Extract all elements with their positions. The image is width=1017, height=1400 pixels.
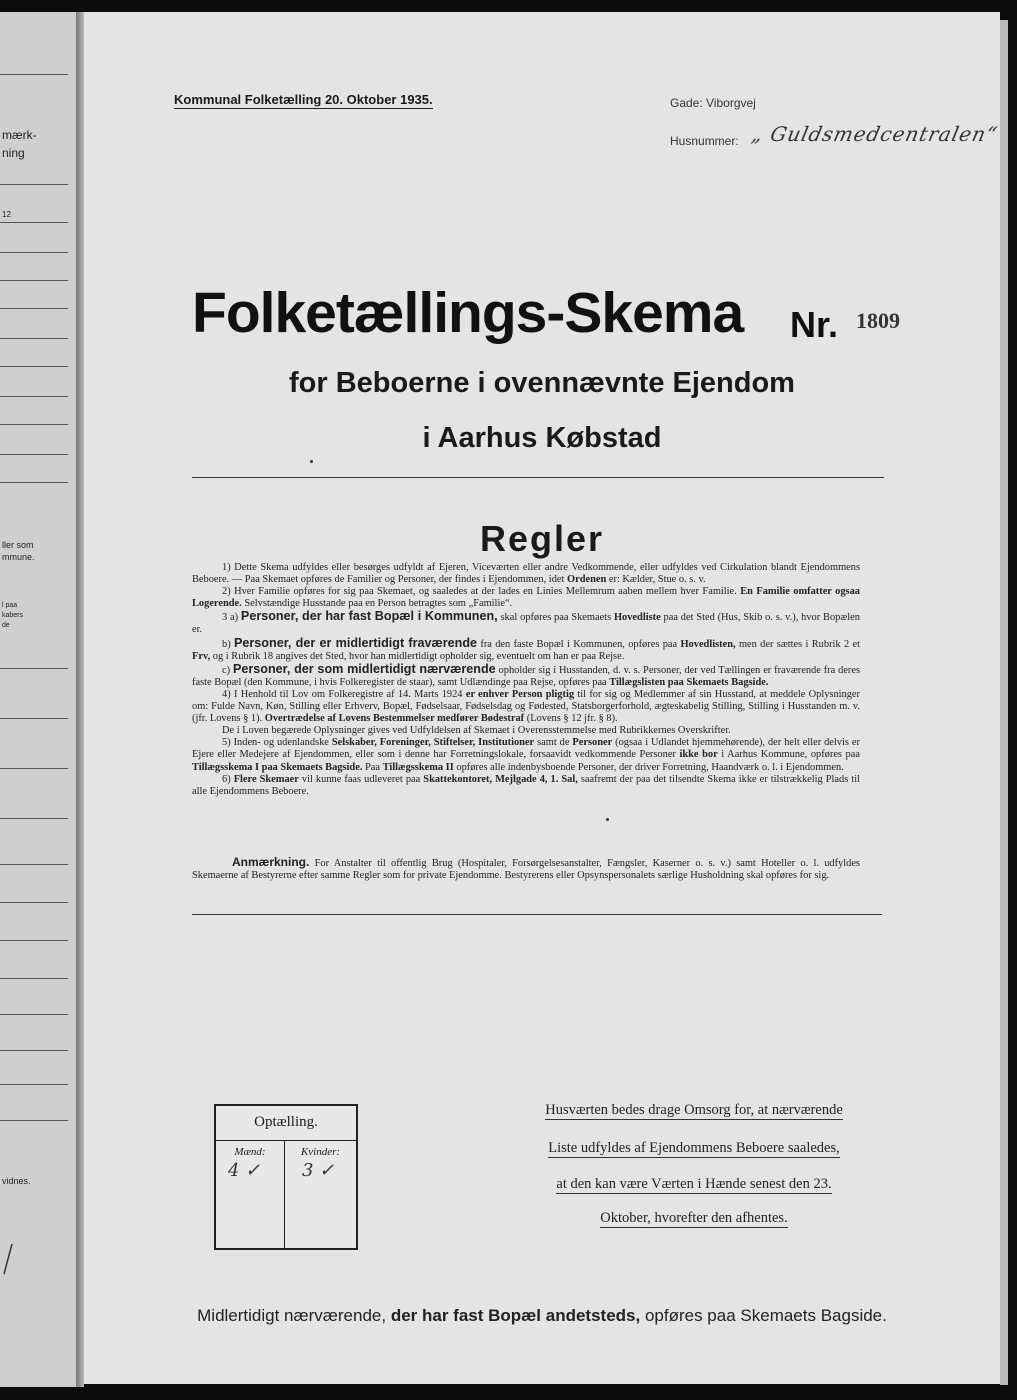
left-page-text: mærk- — [2, 128, 37, 142]
left-page-rule — [0, 184, 68, 185]
left-page-rule — [0, 864, 68, 865]
left-page-rule — [0, 338, 68, 339]
census-title: Kommunal Folketælling 20. Oktober 1935. — [174, 92, 433, 107]
remark-paragraph — [192, 856, 860, 882]
house-number-handwritten: „ Guldsmedcentralen“ — [749, 122, 1000, 146]
rule-1: 1) Dette Skema udfyldes eller besørges udfyldt af Ejeren, Viceværten eller andre Vedkommende, eller udfyldes ved Cirkulation blandt Ejendommens Beboere. — Paa Skemaet opføres de Familier og Personer, der findes i Ejendommen, idet Ordenen er: Kælder, Stue o. s. v. — [192, 562, 860, 586]
rule-3b: b) Personer, der er midlertidigt fraværende fra den faste Bopæl i Kommunen, opføres paa Hovedlisten, men der sættes i Rubrik 2 et Frv, og i Rubrik 18 angives det Sted, hvor han midlertidigt opholder sig, eventuelt om han er paa Rejse. — [192, 635, 860, 662]
notice-line-1: Husværten bedes drage Omsorg for, at nærværende — [545, 1102, 843, 1118]
left-page-text: de — [2, 622, 10, 629]
left-page-text: 12 — [2, 210, 11, 219]
notice-line-4: Oktober, hvorefter den afhentes. — [600, 1210, 788, 1226]
left-page-rule — [0, 252, 68, 253]
left-page-rule — [0, 668, 68, 669]
left-page-rule — [0, 718, 68, 719]
left-page-text: mmune. — [2, 552, 35, 562]
rules-heading: Regler — [479, 518, 605, 559]
rule-2: 2) Hver Familie opføres for sig paa Skemaet, og saaledes at der lades en Linies Mellemrum aaben mellem hver Familie. En Familie omfatter ogsaa Logerende. Selvstændige Husstande paa en Person betragtes som „Familie“. — [192, 586, 860, 610]
left-page-text: ning — [2, 146, 25, 160]
women-count: 3 ✓ — [302, 1160, 335, 1181]
rule-6: 6) Flere Skemaer vil kunne faas udleveret paa Skattekontoret, Mejlgade 4, 1. Sal, saafremt der paa det tilsendte Skema ikke er tilstrækkelig Plads til alle Ejendommens Beboere. — [192, 773, 860, 797]
census-form-page — [84, 12, 1000, 1384]
form-number-value: 1809 — [856, 308, 900, 333]
left-page-rule — [0, 482, 68, 483]
street-label: Gade: Viborgvej — [670, 96, 756, 110]
left-page-rule — [0, 280, 68, 281]
left-page-rule — [0, 74, 68, 75]
left-page-fragment — [0, 12, 80, 1387]
rule-3a: 3 a) Personer, der har fast Bopæl i Kommunen, skal opføres paa Skemaets Hovedliste paa det Sted (Hus, Skib o. s. v.), hvor Bopælen er. — [192, 609, 860, 636]
form-title: Folketællings-Skema — [192, 281, 744, 345]
page-edge — [1000, 20, 1008, 1385]
notice-line-2: Liste udfyldes af Ejendommens Beboere saaledes, — [548, 1140, 840, 1156]
count-box-divider — [216, 1140, 356, 1141]
ink-speck — [606, 818, 609, 821]
left-page-rule — [0, 396, 68, 397]
rule-4-continued: De i Loven begærede Oplysninger gives ved Udfyldelsen af Skemaet i Overensstemmelse med Rubrikkernes Overskrifter. — [222, 725, 731, 737]
form-subtitle: for Beboerne i ovennævnte Ejendom — [289, 367, 795, 399]
left-page-rule — [0, 308, 68, 309]
women-label: Kvinder: — [300, 1146, 341, 1158]
left-page-rule — [0, 1014, 68, 1015]
left-page-rule — [0, 366, 68, 367]
form-number-label: Nr. — [790, 304, 839, 345]
house-number-label: Husnummer: — [670, 134, 739, 148]
left-page-rule — [0, 978, 68, 979]
men-count: 4 ✓ — [228, 1160, 261, 1181]
left-page-rule — [0, 454, 68, 455]
left-page-rule — [0, 902, 68, 903]
left-page-rule — [0, 1120, 68, 1121]
left-page-rule — [0, 818, 68, 819]
count-box — [214, 1104, 358, 1250]
remark-label: Anmærkning. — [232, 855, 310, 869]
left-page-rule — [0, 1050, 68, 1051]
rule-4: 4) I Henhold til Lov om Folkeregistre af 14. Marts 1924 er enhver Person pligtig til for sig og Medlemmer af sin Husstand, at meddele Oplysninger om: Fulde Navn, Køn, Stilling eller Erhverv, Bopæl, Fødselsaar, Fødselsdag og Fødested, Statsborgerforhold, ægteskabelig Stilling, Stilling i Husstanden m. v. (jfr. Lovens § 1). Overtrædelse af Lovens Bestemmelser medfører Bødestraf (Lovens § 12 jfr. § 8). — [192, 688, 861, 725]
left-page-text: l paa — [2, 602, 18, 609]
left-page-rule — [0, 1084, 68, 1085]
rule-5: 5) Inden- og udenlandske Selskaber, Foreninger, Stiftelser, Institutioner samt de Personer (ogsaa i Udlandet hjemmehørende), der helt eller delvis er Ejere eller Medejere af Ejendommen, eller som i denne har Forretningslokale, forsaavidt vedkommende Personer ikke bor i Aarhus Kommune, opføres paa Tillægsskema I paa Skemaets Bagside. Paa Tillægsskema II opføres alle indenbysboende Personer, der driver Forretning, Haandværk o. l. i Ejendommen. — [192, 737, 860, 773]
divider-bottom — [192, 914, 882, 915]
remark-text: For Anstalter til offentlig Brug (Hospitaler, Forsørgelsesanstalter, Fængsler, Kaserner o. s. v.) samt Hoteller o. l. udfyldes Skemaerne af Bestyrerne efter samme Regler som for private Ejendomme. Bestyrerens eller Opsynspersonalets særlige Husholdning skal opføres for sig. — [192, 858, 860, 882]
left-page-rule — [0, 768, 68, 769]
rule-3c: c) Personer, der som midlertidigt nærværende opholder sig i Husstanden, d. v. s. Personer, der ved Tællingen er fraværende fra deres faste Bopæl (den Kommune, i hvis Folkeregister de staar), samt Udlændinge paa Rejse, opføres paa Tillægslisten paa Skemaets Bagside. — [192, 661, 860, 688]
left-page-rule — [0, 940, 68, 941]
left-page-rule — [0, 222, 68, 223]
ink-speck — [310, 460, 313, 463]
left-page-pen-mark — [0, 1240, 20, 1280]
notice-line-3: at den kan være Værten i Hænde senest den 23. — [556, 1176, 832, 1192]
men-label: Mænd: — [234, 1146, 266, 1158]
left-page-text: vidnes. — [2, 1176, 31, 1186]
left-page-rule — [0, 424, 68, 425]
footer-note: Midlertidigt nærværende, der har fast Bopæl andetsteds, opføres paa Skemaets Bagside. — [197, 1306, 887, 1325]
form-subtitle-city: i Aarhus Købstad — [422, 422, 662, 454]
left-page-text: ller som — [2, 540, 34, 550]
left-page-text: kabers — [2, 612, 24, 619]
count-box-title: Optælling. — [254, 1114, 318, 1130]
rules-text — [192, 562, 860, 798]
page-fold-shadow — [76, 12, 84, 1387]
divider-top — [192, 477, 884, 478]
